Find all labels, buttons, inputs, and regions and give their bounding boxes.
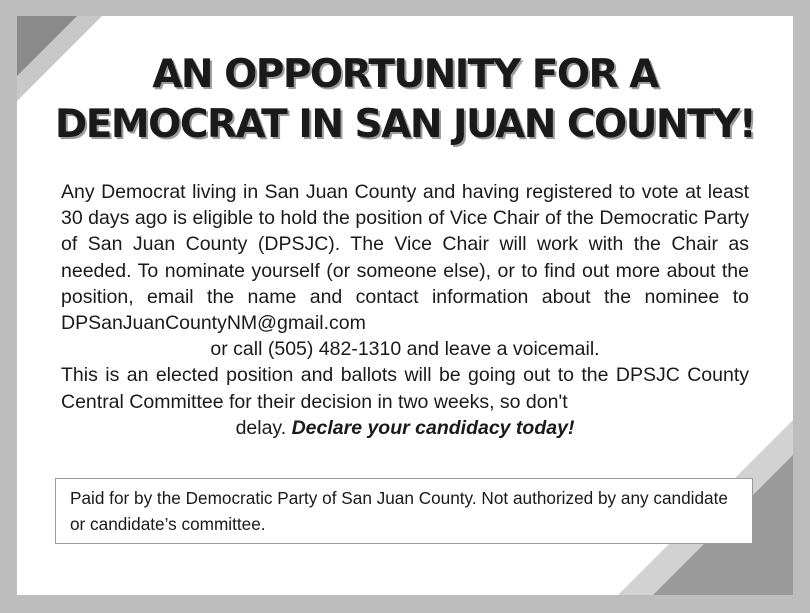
body-paragraph-2-end: delay. (235, 416, 287, 439)
disclaimer-box (55, 478, 753, 544)
ad-panel (17, 16, 793, 595)
body-text (61, 179, 749, 441)
body-paragraph-1-last-line: or call (505) 482-1310 and leave a voicemail. (210, 338, 600, 361)
body-paragraph-1: Any Democrat living in San Juan County and having registered to vote at least 30 days ago is eligible to hold the position of Vice Chair of the Democratic Party of San Juan County (DPSJC). The Vice Chair will work with the Chair as needed. To nominate yourself (or someone else), or to find out more about the position, email the name and contact information about the nominee to DPSanJuanCountyNM@gmail.com (61, 181, 749, 335)
disclaimer-text: Paid for by the Democratic Party of San Juan County. Not authorized by any candidate or candidate’s committee. (70, 488, 728, 534)
body-paragraph-2-last-line (61, 415, 749, 441)
headline (17, 50, 793, 150)
body-paragraph-2: This is an elected position and ballots will be going out to the DPSJC County Central Committee for their decision in two weeks, so don't (61, 364, 749, 413)
call-to-action: Declare your candidacy today! (291, 416, 575, 439)
headline-line-2: DEMOCRAT IN SAN JUAN COUNTY! (54, 102, 756, 147)
headline-line-1: AN OPPORTUNITY FOR A (152, 52, 658, 97)
